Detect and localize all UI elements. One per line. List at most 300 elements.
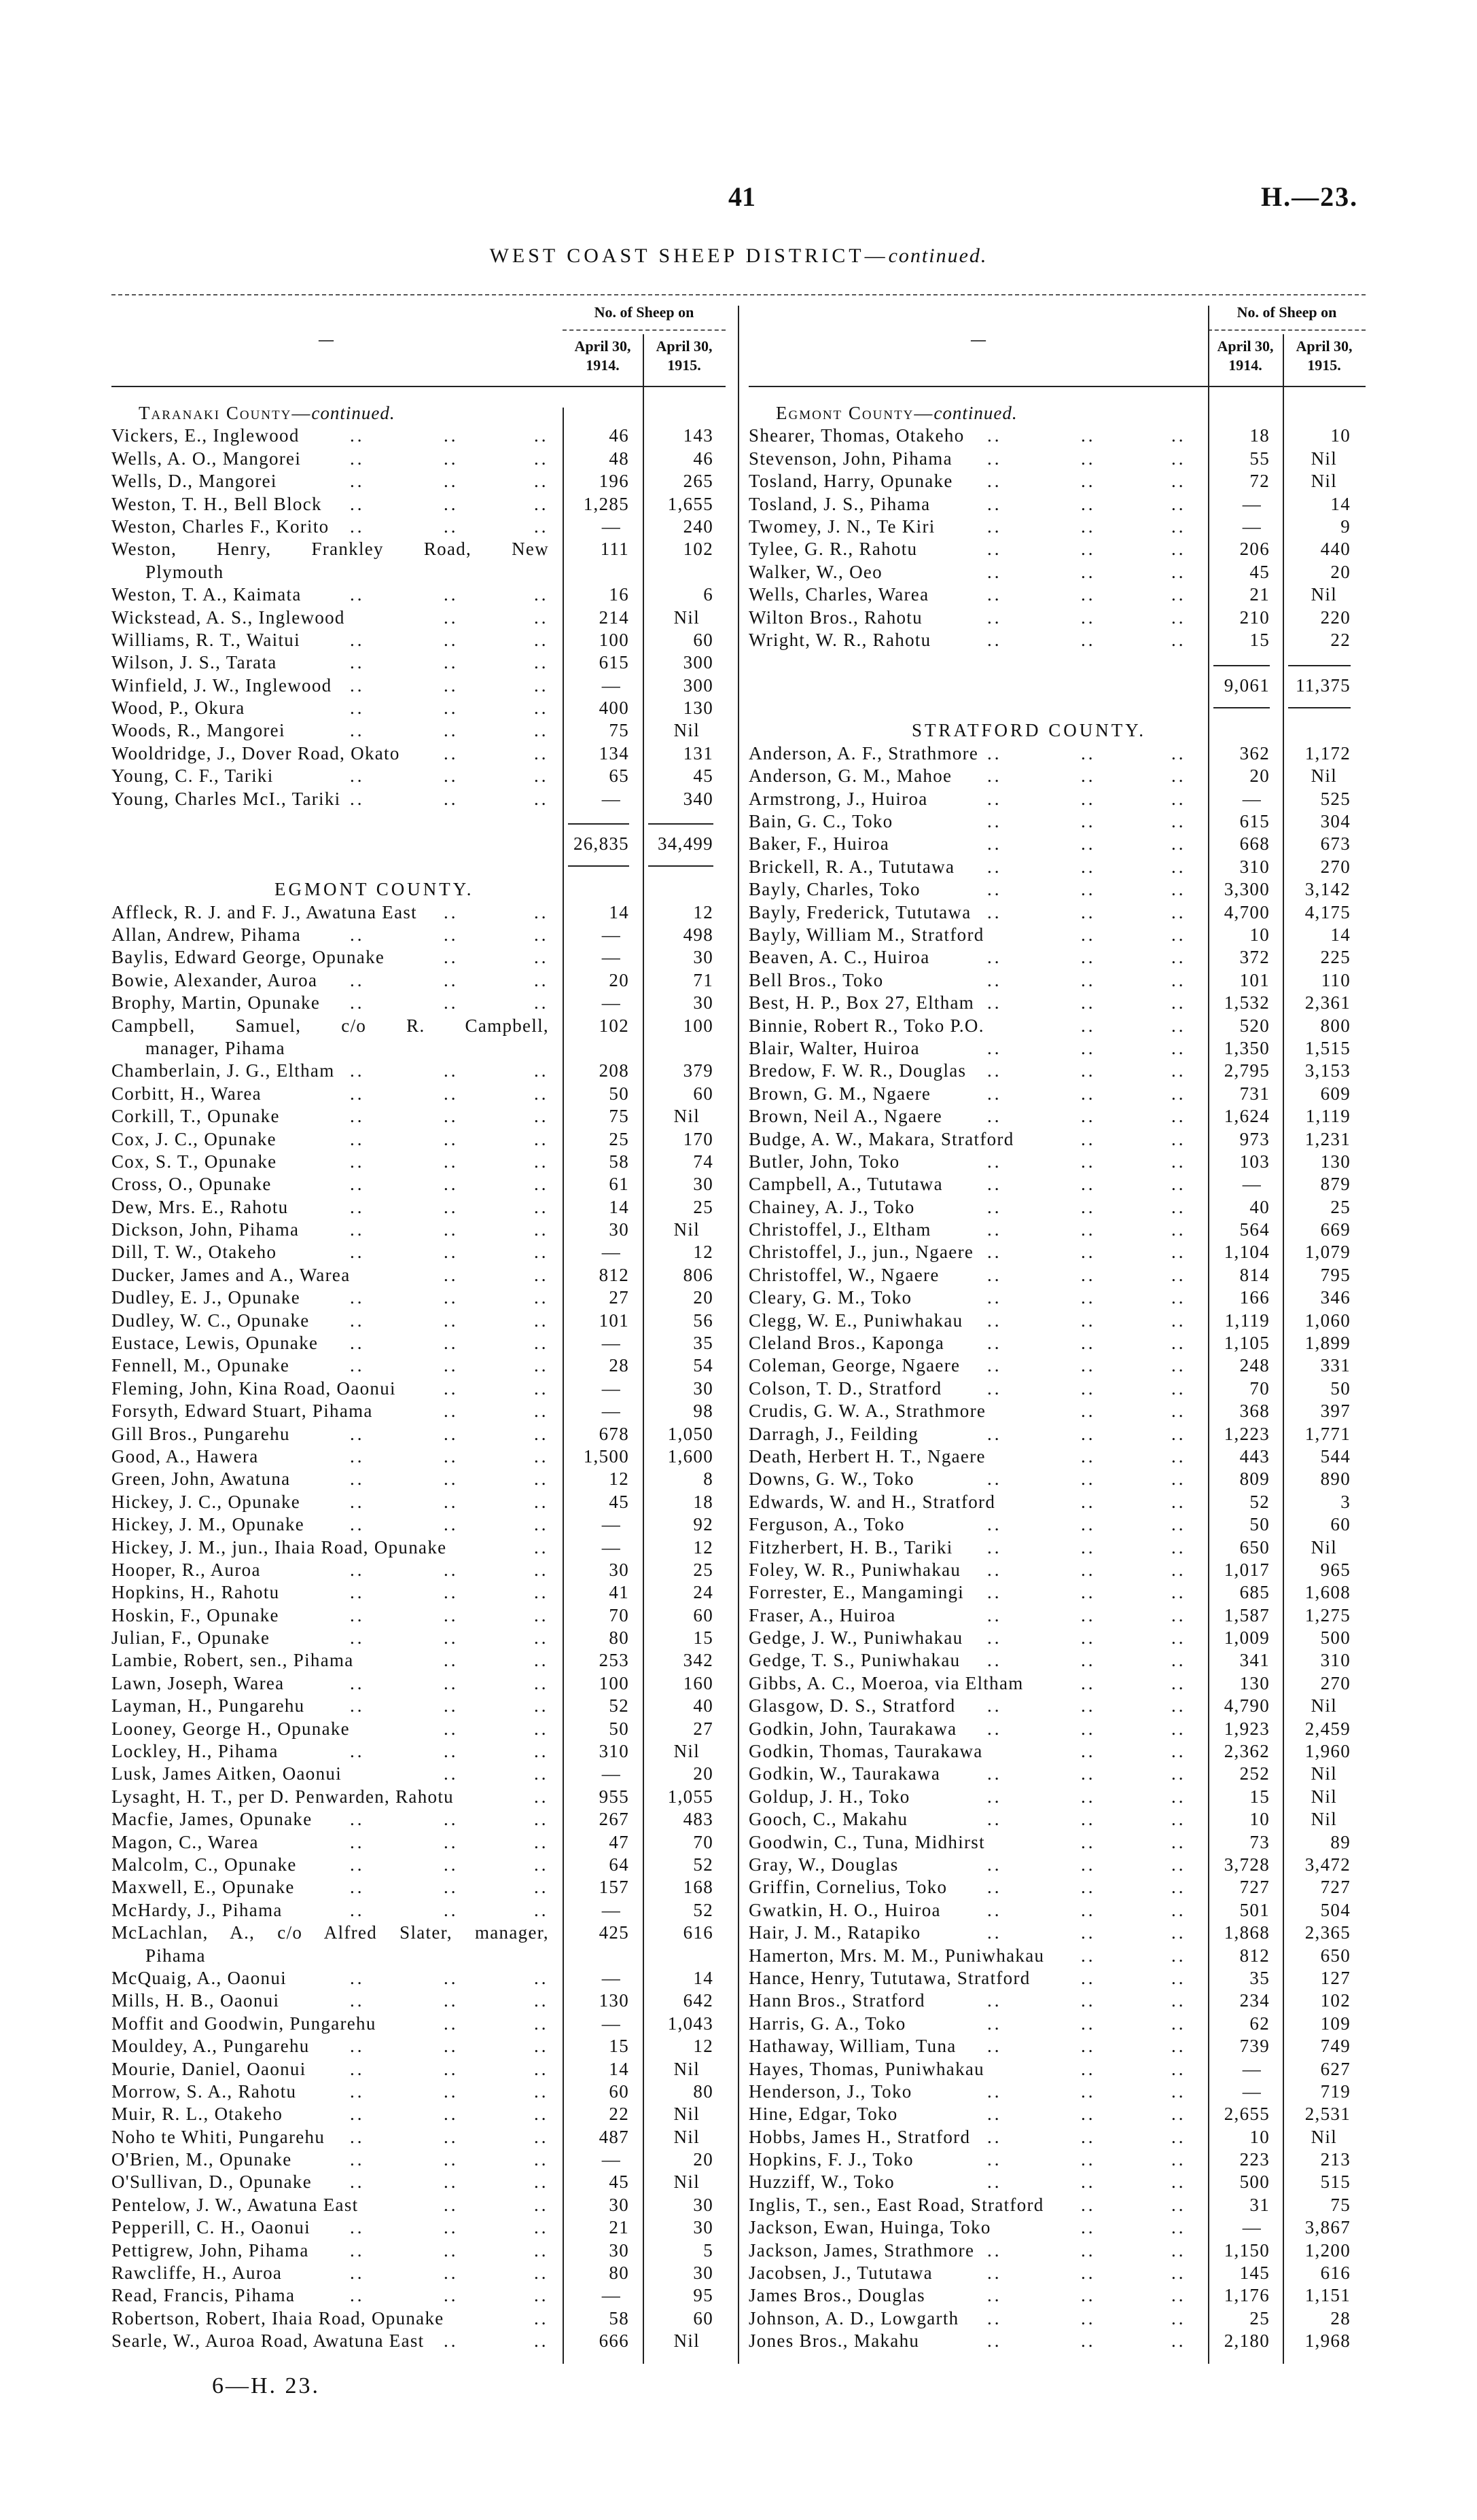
sheep-1915: 27 — [693, 1718, 713, 1739]
sheep-1915: 642 — [683, 1990, 713, 2011]
leader-dots: .. — [987, 788, 1002, 809]
leader-dots: .. — [1081, 1128, 1096, 1149]
leader-dots: .. — [987, 1264, 1002, 1285]
sheep-1914: 2,655 — [1224, 2104, 1270, 2125]
leader-dots: .. — [987, 1287, 1002, 1308]
leader-dots: .. — [1081, 1672, 1096, 1693]
holder-name: Chamberlain, J. G., Eltham — [111, 1060, 335, 1081]
leader-dots: .. — [444, 607, 459, 628]
leader-dots: .. — [1081, 1559, 1096, 1580]
sheep-1914: — — [601, 1899, 621, 1920]
table-row — [111, 448, 726, 470]
sheep-1915: Nil — [673, 720, 700, 741]
sheep-1914: 1,150 — [1224, 2239, 1270, 2261]
holder-name-continued: Pihama — [145, 1945, 206, 1966]
table-row — [749, 1559, 1366, 1581]
sheep-1915: 131 — [683, 742, 713, 763]
leader-dots: .. — [1081, 1469, 1096, 1490]
sheep-1915: 498 — [683, 924, 713, 945]
leader-dots: .. — [350, 1990, 365, 2011]
leader-dots: .. — [534, 2104, 549, 2125]
table-row — [111, 1400, 726, 1422]
leader-dots: .. — [350, 1899, 365, 1920]
sheep-1915: Nil — [673, 1741, 700, 1762]
leader-dots: .. — [534, 1174, 549, 1195]
county-heading-text — [912, 719, 1146, 742]
leader-dots: .. — [534, 1242, 549, 1263]
sheep-1915: 3,867 — [1304, 2217, 1351, 2238]
leader-dots: .. — [444, 2104, 459, 2125]
leader-dots: .. — [1171, 1015, 1186, 1036]
sheep-1915: 304 — [1320, 811, 1351, 832]
leader-dots: .. — [1171, 1990, 1186, 2011]
sheep-1915: 1,968 — [1304, 2330, 1351, 2352]
leader-dots: .. — [1171, 2285, 1186, 2306]
leader-dots: .. — [1171, 1650, 1186, 1671]
leader-dots: .. — [534, 992, 549, 1013]
table-row — [749, 538, 1366, 560]
sheep-1914: 1,500 — [583, 1445, 629, 1466]
sheep-1915: 30 — [693, 992, 713, 1013]
leader-dots: .. — [987, 2172, 1002, 2193]
table-row — [111, 2081, 726, 2103]
table-row — [111, 1196, 726, 1219]
sheep-1915: 170 — [683, 1128, 713, 1149]
sheep-1914: 45 — [609, 2172, 629, 2193]
leader-dots: .. — [534, 2239, 549, 2261]
table-row — [749, 561, 1366, 583]
sheep-1914: 61 — [609, 1174, 629, 1195]
sheep-1914: 18 — [1249, 425, 1270, 446]
table-row — [749, 856, 1366, 878]
holder-name: Good, A., Hawera — [111, 1445, 259, 1466]
table-row — [111, 538, 726, 560]
table-row — [111, 1264, 726, 1286]
spacer — [749, 697, 1366, 719]
holder-name: Pepperill, C. H., Oaonui — [111, 2217, 310, 2238]
leader-dots: .. — [1171, 2104, 1186, 2125]
sheep-1915: 46 — [693, 448, 713, 469]
holder-name: Cleary, G. M., Toko — [749, 1287, 912, 1308]
sheep-1915: Nil — [1311, 471, 1337, 492]
table-row — [749, 583, 1366, 606]
holder-name: Malcolm, C., Opunake — [111, 1854, 297, 1875]
holder-name: Henderson, J., Toko — [749, 2081, 912, 2102]
table-row-continuation — [111, 561, 726, 583]
sheep-1914: 70 — [1249, 1378, 1270, 1399]
leader-dots: .. — [534, 1514, 549, 1535]
sheep-1915: 25 — [1330, 1196, 1351, 1217]
sheep-1915: 749 — [1320, 2036, 1351, 2057]
table-row — [111, 1559, 726, 1581]
leader-dots: .. — [534, 1106, 549, 1127]
leader-dots: .. — [534, 2149, 549, 2170]
sheep-1915: 12 — [693, 2036, 713, 2057]
leader-dots: .. — [1171, 539, 1186, 560]
holder-name: Inglis, T., sen., East Road, Stratford — [749, 2194, 1044, 2215]
sheep-1914: 615 — [1239, 811, 1270, 832]
leader-dots: .. — [1081, 607, 1096, 628]
leader-dots: .. — [1081, 2307, 1096, 2328]
holder-name: Goldup, J. H., Toko — [749, 1786, 910, 1807]
heading-main: EGMONT COUNTY. — [274, 879, 474, 900]
sheep-1914: 372 — [1239, 947, 1270, 968]
sheep-1915: 8 — [703, 1469, 713, 1490]
leader-dots: .. — [534, 1990, 549, 2011]
table-row — [749, 629, 1366, 651]
sheep-1915: 800 — [1320, 1015, 1351, 1036]
leader-dots: .. — [350, 1196, 365, 1217]
sheep-1914: 100 — [599, 1672, 629, 1693]
leader-dots: .. — [444, 788, 459, 809]
leader-dots: .. — [534, 448, 549, 469]
leader-dots: .. — [350, 1604, 365, 1625]
table-row — [749, 1922, 1366, 1944]
leader-dots: .. — [350, 1060, 365, 1081]
leader-dots: .. — [534, 1060, 549, 1081]
holder-name: Colson, T. D., Stratford — [749, 1378, 942, 1399]
table-row — [111, 583, 726, 606]
leader-dots: .. — [534, 1672, 549, 1693]
holder-name: Hair, J. M., Ratapiko — [749, 1922, 921, 1943]
leader-dots: .. — [350, 2217, 365, 2238]
table-row — [111, 992, 726, 1014]
leader-dots: .. — [534, 1423, 549, 1444]
sheep-1914: 500 — [1239, 2172, 1270, 2193]
holder-name: Lambie, Robert, sen., Pihama — [111, 1650, 354, 1671]
sheep-1914: 362 — [1239, 742, 1270, 763]
table-row — [111, 1786, 726, 1808]
sheep-1915: 3 — [1340, 1491, 1351, 1512]
leader-dots: .. — [534, 516, 549, 537]
sheep-1914: 101 — [1239, 969, 1270, 990]
sheep-1915: 127 — [1320, 1967, 1351, 1988]
table-row — [111, 946, 726, 969]
leader-dots: .. — [534, 901, 549, 922]
leader-dots: .. — [444, 947, 459, 968]
leader-dots: .. — [444, 2330, 459, 2352]
holder-name: Weston, T. H., Bell Block — [111, 493, 322, 514]
sheep-1915: 673 — [1320, 833, 1351, 854]
holder-name-continued: manager, Pihama — [145, 1037, 285, 1058]
sheep-1914: 50 — [609, 1083, 629, 1104]
table-row — [111, 1876, 726, 1898]
holder-name: Wilson, J. S., Tarata — [111, 652, 277, 673]
holder-name: Bowie, Alexander, Auroa — [111, 969, 318, 990]
leader-dots: .. — [534, 1763, 549, 1784]
leader-dots: .. — [987, 1310, 1002, 1331]
leader-dots: .. — [534, 1559, 549, 1580]
leader-dots: .. — [534, 1219, 549, 1240]
sheep-1914: 520 — [1239, 1015, 1270, 1036]
sheep-1914: 3,728 — [1224, 1854, 1270, 1875]
leader-dots: .. — [987, 969, 1002, 990]
sheep-1915: 1,899 — [1304, 1333, 1351, 1354]
sheep-1914: 130 — [599, 1990, 629, 2011]
holder-name: Bayly, William M., Stratford — [749, 924, 984, 945]
leader-dots: .. — [1081, 1763, 1096, 1784]
leader-dots: .. — [1171, 901, 1186, 922]
leader-dots: .. — [444, 1174, 459, 1195]
leader-dots: .. — [987, 901, 1002, 922]
sheep-1914: 103 — [1239, 1151, 1270, 1172]
sheep-1915: 160 — [683, 1672, 713, 1693]
sheep-1914: 58 — [609, 2307, 629, 2328]
sheep-1914: 3,300 — [1224, 879, 1270, 900]
holder-name: Wood, P., Okura — [111, 698, 245, 719]
sheep-1915: 30 — [693, 2194, 713, 2215]
table-row — [749, 765, 1366, 787]
table-row — [111, 765, 726, 787]
holder-name: Green, John, Awatuna — [111, 1469, 291, 1490]
sheep-1914: 15 — [1249, 1786, 1270, 1807]
leader-dots: .. — [534, 584, 549, 605]
leader-dots: .. — [987, 1514, 1002, 1535]
sheep-1914: — — [601, 2285, 621, 2306]
sheep-1915: 504 — [1320, 1899, 1351, 1920]
leader-dots: .. — [444, 516, 459, 537]
heading-continued: continued. — [311, 403, 395, 423]
sheep-1915: 627 — [1320, 2058, 1351, 2079]
leader-dots: .. — [350, 2036, 365, 2057]
leader-dots: .. — [444, 1060, 459, 1081]
sheep-1914: 400 — [599, 698, 629, 719]
right-header-rule — [749, 386, 1366, 387]
sheep-1915: Nil — [1311, 1809, 1337, 1830]
leader-dots: .. — [350, 516, 365, 537]
sheep-1914: 64 — [609, 1854, 629, 1875]
leader-dots: .. — [444, 1333, 459, 1354]
table-row — [749, 788, 1366, 810]
leader-dots: .. — [987, 1695, 1002, 1716]
sheep-1914: 955 — [599, 1786, 629, 1807]
leader-dots: .. — [1081, 1899, 1096, 1920]
sheep-1914: 2,795 — [1224, 1060, 1270, 1081]
leader-dots: .. — [1171, 1423, 1186, 1444]
sheep-1915: 6 — [703, 584, 713, 605]
holder-name: O'Brien, M., Opunake — [111, 2149, 292, 2170]
leader-dots: .. — [350, 2285, 365, 2306]
leader-dots: .. — [534, 425, 549, 446]
leader-dots: .. — [350, 1083, 365, 1104]
holder-name: Jackson, Ewan, Huinga, Toko — [749, 2217, 991, 2238]
holder-name: Morrow, S. A., Rahotu — [111, 2081, 297, 2102]
leader-dots: .. — [1171, 1899, 1186, 1920]
leader-dots: .. — [444, 1310, 459, 1331]
leader-dots: .. — [987, 1604, 1002, 1625]
sheep-1915: 28 — [1330, 2307, 1351, 2328]
leader-dots: .. — [444, 652, 459, 673]
holder-name: Hoskin, F., Opunake — [111, 1604, 279, 1625]
leader-dots: .. — [444, 2081, 459, 2102]
leader-dots: .. — [1171, 1128, 1186, 1149]
col-year: 1915. — [667, 357, 701, 374]
leader-dots: .. — [1171, 1333, 1186, 1354]
leader-dots: .. — [1171, 1083, 1186, 1104]
leader-dots: .. — [444, 1106, 459, 1127]
holder-name: Tosland, Harry, Opunake — [749, 471, 953, 492]
holder-name: Corkill, T., Opunake — [111, 1106, 280, 1127]
table-row — [111, 697, 726, 719]
leader-dots: .. — [1171, 1242, 1186, 1263]
leader-dots: .. — [987, 2285, 1002, 2306]
leader-dots: .. — [1081, 1536, 1096, 1558]
leader-dots: .. — [987, 561, 1002, 582]
right-name-header: — — [971, 331, 986, 348]
leader-dots: .. — [350, 1491, 365, 1512]
table-row — [111, 1128, 726, 1151]
leader-dots: .. — [350, 2149, 365, 2170]
leader-dots: .. — [1171, 1627, 1186, 1649]
sheep-1915: 30 — [693, 2263, 713, 2284]
table-row — [111, 1536, 726, 1559]
leader-dots: .. — [1171, 516, 1186, 537]
leader-dots: .. — [987, 471, 1002, 492]
sheep-1915: 60 — [693, 1604, 713, 1625]
table-row — [111, 1286, 726, 1309]
leader-dots: .. — [987, 1582, 1002, 1603]
leader-dots: .. — [987, 1355, 1002, 1376]
leader-dots: .. — [1081, 992, 1096, 1013]
leader-dots: .. — [987, 2013, 1002, 2034]
sheep-1914: 30 — [609, 1559, 629, 1580]
holder-name: Downs, G. W., Toko — [749, 1469, 914, 1490]
sheep-1914: 80 — [609, 1627, 629, 1649]
leader-dots: .. — [987, 2263, 1002, 2284]
table-row — [749, 1627, 1366, 1649]
table-row — [111, 2103, 726, 2125]
sheep-1915: 379 — [683, 1060, 713, 1081]
leader-dots: .. — [350, 1469, 365, 1490]
leader-dots: .. — [444, 448, 459, 469]
leader-dots: .. — [1081, 1333, 1096, 1354]
table-row — [749, 901, 1366, 924]
holder-name: Wells, Charles, Warea — [749, 584, 929, 605]
sheep-1915: 22 — [1330, 629, 1351, 650]
holder-name: Wright, W. R., Rahotu — [749, 629, 931, 650]
holder-name: Mouldey, A., Pungarehu — [111, 2036, 310, 2057]
holder-name: Hopkins, H., Rahotu — [111, 1582, 280, 1603]
leader-dots: .. — [444, 1423, 459, 1444]
leader-dots: .. — [1171, 1763, 1186, 1784]
sheep-1915: 45 — [693, 766, 713, 787]
leader-dots: .. — [534, 1718, 549, 1739]
sheep-1914: 10 — [1249, 924, 1270, 945]
sheep-1914: 10 — [1249, 2126, 1270, 2147]
holder-name: Lusk, James Aitken, Oaonui — [111, 1763, 342, 1784]
holder-name: Gedge, T. S., Puniwhakau — [749, 1650, 961, 1671]
leader-dots: .. — [1081, 2013, 1096, 2034]
sheep-1915: 34,499 — [657, 833, 713, 854]
sheep-1915: 609 — [1320, 1083, 1351, 1104]
sheep-1914: 10 — [1249, 1809, 1270, 1830]
leader-dots: .. — [1171, 856, 1186, 877]
holder-name: Mills, H. B., Oaonui — [111, 1990, 280, 2011]
sheep-1915: 10 — [1330, 425, 1351, 446]
table-row — [111, 742, 726, 765]
leader-dots: .. — [987, 539, 1002, 560]
holder-name: Gooch, C., Makahu — [749, 1809, 908, 1830]
leader-dots: .. — [534, 1967, 549, 1988]
leader-dots: .. — [444, 1854, 459, 1875]
leader-dots: .. — [1171, 1831, 1186, 1852]
table-row — [749, 425, 1366, 447]
leader-dots: .. — [1081, 493, 1096, 514]
sheep-1915: 3,153 — [1304, 1060, 1351, 1081]
leader-dots: .. — [534, 1831, 549, 1852]
sheep-1915: 60 — [693, 1083, 713, 1104]
leader-dots: .. — [444, 1219, 459, 1240]
holder-name: Affleck, R. J. and F. J., Awatuna East — [111, 901, 417, 922]
sheep-1915: 12 — [693, 1242, 713, 1263]
leader-dots: .. — [987, 1423, 1002, 1444]
leader-dots: .. — [1171, 1672, 1186, 1693]
table-row — [749, 810, 1366, 833]
sheep-1914: 487 — [599, 2126, 629, 2147]
table-row — [749, 2262, 1366, 2284]
leader-dots: .. — [1171, 2172, 1186, 2193]
holder-name: Fitzherbert, H. B., Tariki — [749, 1536, 953, 1558]
table-row — [749, 1128, 1366, 1151]
table-row — [111, 2239, 726, 2262]
leader-dots: .. — [350, 1310, 365, 1331]
leader-dots: .. — [534, 1287, 549, 1308]
leader-dots: .. — [444, 1627, 459, 1649]
table-row — [111, 1491, 726, 1513]
holder-name: Noho te Whiti, Pungarehu — [111, 2126, 325, 2147]
sheep-1915: 1,060 — [1304, 1310, 1351, 1331]
leader-dots: .. — [534, 1582, 549, 1603]
sheep-1914: 166 — [1239, 1287, 1270, 1308]
table-row — [749, 448, 1366, 470]
holder-name: Young, Charles McI., Tariki — [111, 788, 341, 809]
leader-dots: .. — [1081, 788, 1096, 809]
sheep-1915: 346 — [1320, 1287, 1351, 1308]
holder-name: James Bros., Douglas — [749, 2285, 925, 2306]
sheep-1915: 310 — [1320, 1650, 1351, 1671]
leader-dots: .. — [1081, 1741, 1096, 1762]
holder-name: Fleming, John, Kina Road, Oaonui — [111, 1378, 396, 1399]
table-divider — [738, 306, 739, 2364]
sheep-1914: — — [601, 1378, 621, 1399]
leader-dots: .. — [350, 1831, 365, 1852]
leader-dots: .. — [1081, 947, 1096, 968]
table-row — [749, 2330, 1366, 2352]
table-row — [111, 2330, 726, 2352]
table-row — [111, 607, 726, 629]
leader-dots: .. — [350, 1559, 365, 1580]
sheep-1914: 48 — [609, 448, 629, 469]
leader-dots: .. — [1081, 584, 1096, 605]
holder-name: Moffit and Goodwin, Pungarehu — [111, 2013, 376, 2034]
holder-name: Huzziff, W., Toko — [749, 2172, 895, 2193]
leader-dots: .. — [1081, 1151, 1096, 1172]
leader-dots: .. — [987, 1922, 1002, 1943]
sheep-1915: 30 — [693, 2217, 713, 2238]
holder-name: Campbell, A., Tututawa — [749, 1174, 943, 1195]
leader-dots: .. — [534, 471, 549, 492]
table-row — [749, 1445, 1366, 1468]
sheep-1915: 669 — [1320, 1219, 1351, 1240]
left-group-rule — [563, 329, 726, 331]
leader-dots: .. — [1171, 471, 1186, 492]
leader-dots: .. — [1081, 1990, 1096, 2011]
sheep-1914: 25 — [609, 1128, 629, 1149]
holder-name: Layman, H., Pungarehu — [111, 1695, 305, 1716]
leader-dots: .. — [350, 493, 365, 514]
leader-dots: .. — [444, 1287, 459, 1308]
sheep-1915: 300 — [683, 674, 713, 696]
